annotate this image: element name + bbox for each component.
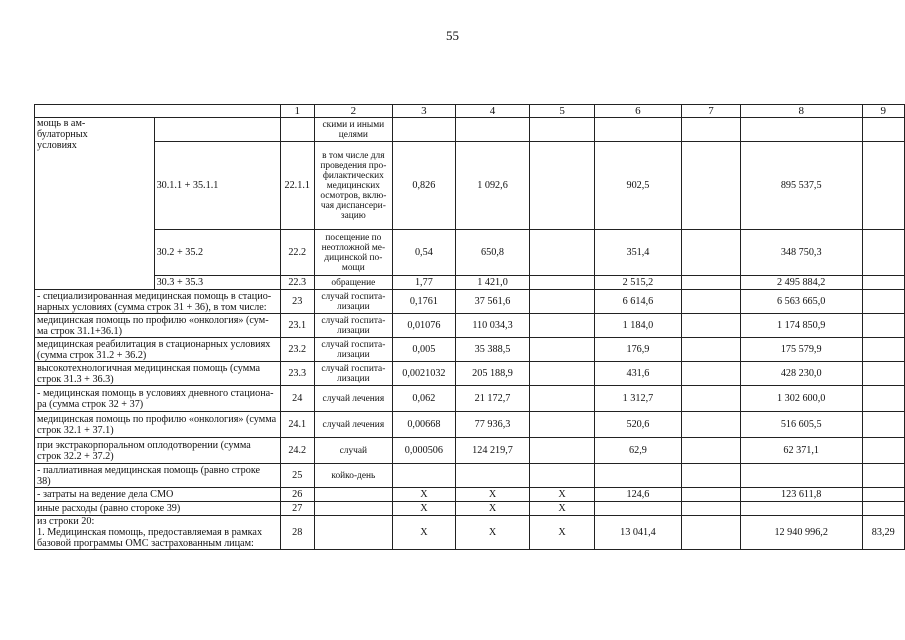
value-cell: 1 174 850,9 [740,314,862,338]
row-name-cell: мощь в ам- булаторных условиях [35,118,155,290]
value-cell [740,118,862,142]
row-name-cell: иные расходы (равно стороке 39) [35,502,281,516]
unit-cell: обращение [314,276,393,290]
formula-cell: 30.3 + 35.3 [154,276,280,290]
value-cell [530,290,594,314]
table-row [35,488,905,502]
formula-cell [154,118,280,142]
table-row [35,362,905,386]
row-code-cell: 23.2 [280,338,314,362]
row-name-cell: - медицинская помощь в условиях дневного стациона- ра (сумма строк 32 + 37) [35,386,281,412]
value-cell: 1 184,0 [594,314,681,338]
value-cell [682,502,741,516]
value-cell: 123 611,8 [740,488,862,502]
header-cell: 8 [740,105,862,118]
value-cell: 175 579,9 [740,338,862,362]
value-cell [862,142,904,230]
row-name-cell: - специализированная медицинская помощь в стацио- нарных условиях (сумма строк 31 + 36), в том числе: [35,290,281,314]
value-cell: 520,6 [594,412,681,438]
value-cell [682,362,741,386]
value-cell [682,314,741,338]
value-cell: 0,1761 [393,290,455,314]
value-cell [682,516,741,550]
value-cell: 0,54 [393,230,455,276]
value-cell: 2 515,2 [594,276,681,290]
table-row [35,338,905,362]
value-cell [530,230,594,276]
value-cell [862,290,904,314]
row-code-cell: 25 [280,464,314,488]
row-code-cell: 23.1 [280,314,314,338]
value-cell [740,464,862,488]
value-cell [862,314,904,338]
value-cell [682,438,741,464]
unit-cell: случай госпита- лизации [314,338,393,362]
value-cell [530,338,594,362]
row-code-cell: 22.1.1 [280,142,314,230]
value-cell: X [530,516,594,550]
value-cell: 110 034,3 [455,314,530,338]
value-cell [682,386,741,412]
value-cell [862,438,904,464]
value-cell [530,314,594,338]
value-cell [862,118,904,142]
header-cell: 6 [594,105,681,118]
value-cell [682,230,741,276]
unit-cell [314,516,393,550]
value-cell: 6 563 665,0 [740,290,862,314]
value-cell [862,386,904,412]
row-name-cell: медицинская помощь по профилю «онкология» (сум- ма строк 31.1+36.1) [35,314,281,338]
table-row [35,230,905,276]
value-cell: 0,826 [393,142,455,230]
table-row [35,516,905,550]
unit-cell: случай госпита- лизации [314,362,393,386]
value-cell: 1 421,0 [455,276,530,290]
unit-cell: койко-день [314,464,393,488]
unit-cell: случай госпита- лизации [314,314,393,338]
header-cell: 7 [682,105,741,118]
value-cell [393,464,455,488]
value-cell [530,362,594,386]
value-cell: X [455,502,530,516]
value-cell: 0,00668 [393,412,455,438]
value-cell: 2 495 884,2 [740,276,862,290]
unit-cell: скими и иными целями [314,118,393,142]
value-cell: X [393,488,455,502]
value-cell [862,276,904,290]
value-cell: 62 371,1 [740,438,862,464]
value-cell: X [455,516,530,550]
row-code-cell: 24 [280,386,314,412]
value-cell [682,276,741,290]
value-cell: 1 312,7 [594,386,681,412]
value-cell: 37 561,6 [455,290,530,314]
value-cell [530,438,594,464]
value-cell: 35 388,5 [455,338,530,362]
value-cell: 902,5 [594,142,681,230]
value-cell: 0,005 [393,338,455,362]
row-code-cell: 28 [280,516,314,550]
value-cell [682,142,741,230]
value-cell: 1,77 [393,276,455,290]
row-name-cell: медицинская помощь по профилю «онкология» (сумма строк 32.1 + 37.1) [35,412,281,438]
value-cell [682,290,741,314]
row-name-cell: из строки 20: 1. Медицинская помощь, предоставляемая в рамках базовой программы ОМС застрахованным лицам: [35,516,281,550]
unit-cell [314,488,393,502]
value-cell: 0,01076 [393,314,455,338]
row-code-cell: 22.2 [280,230,314,276]
formula-cell: 30.2 + 35.2 [154,230,280,276]
value-cell: 895 537,5 [740,142,862,230]
value-cell: 351,4 [594,230,681,276]
row-code-cell: 24.1 [280,412,314,438]
value-cell: 124 219,7 [455,438,530,464]
table-row [35,386,905,412]
value-cell: 650,8 [455,230,530,276]
value-cell [862,502,904,516]
value-cell: 124,6 [594,488,681,502]
unit-cell: в том числе для проведения про- филактических медицинских осмотров, вклю- чая диспансери- зацию [314,142,393,230]
value-cell: X [393,502,455,516]
header-cell: 5 [530,105,594,118]
value-cell: 12 940 996,2 [740,516,862,550]
value-cell: 83,29 [862,516,904,550]
row-code-cell [280,118,314,142]
row-code-cell: 26 [280,488,314,502]
row-code-cell: 24.2 [280,438,314,464]
formula-cell: 30.1.1 + 35.1.1 [154,142,280,230]
value-cell: 0,062 [393,386,455,412]
table-row [35,276,905,290]
unit-cell: случай [314,438,393,464]
page-number: 55 [446,28,459,43]
value-cell [455,118,530,142]
table-row [35,464,905,488]
value-cell: 21 172,7 [455,386,530,412]
value-cell [530,118,594,142]
value-cell [594,118,681,142]
value-cell: 13 041,4 [594,516,681,550]
value-cell [862,412,904,438]
value-cell [530,276,594,290]
header-cell: 3 [393,105,455,118]
row-name-cell: - затраты на ведение дела СМО [35,488,281,502]
value-cell: 0,0021032 [393,362,455,386]
value-cell: 6 614,6 [594,290,681,314]
header-cell [35,105,281,118]
value-cell: 428 230,0 [740,362,862,386]
value-cell [455,464,530,488]
header-cell: 9 [862,105,904,118]
value-cell: 77 936,3 [455,412,530,438]
unit-cell: случай лечения [314,412,393,438]
table-row [35,290,905,314]
row-name-cell: при экстракорпоральном оплодотворении (сумма строк 32.2 + 37.2) [35,438,281,464]
value-cell: X [455,488,530,502]
unit-cell: случай лечения [314,386,393,412]
value-cell [530,412,594,438]
value-cell [594,502,681,516]
value-cell: 62,9 [594,438,681,464]
row-name-cell: высокотехнологичная медицинская помощь (сумма строк 31.3 + 36.3) [35,362,281,386]
data-table [34,104,905,550]
value-cell: 0,000506 [393,438,455,464]
table-row [35,142,905,230]
unit-cell: случай госпита- лизации [314,290,393,314]
row-code-cell: 22.3 [280,276,314,290]
row-code-cell: 23.3 [280,362,314,386]
value-cell [682,118,741,142]
value-cell [594,464,681,488]
value-cell [682,488,741,502]
value-cell: 431,6 [594,362,681,386]
unit-cell: посещение по неотложной ме- дицинской по- мощи [314,230,393,276]
value-cell [862,338,904,362]
value-cell [530,386,594,412]
value-cell [862,464,904,488]
value-cell [862,362,904,386]
table-row [35,502,905,516]
row-code-cell: 27 [280,502,314,516]
table-row [35,118,905,142]
value-cell [393,118,455,142]
value-cell: X [530,488,594,502]
value-cell: 1 302 600,0 [740,386,862,412]
value-cell [740,502,862,516]
header-cell: 1 [280,105,314,118]
value-cell [682,338,741,362]
value-cell [682,412,741,438]
header-row [35,105,905,118]
header-cell: 2 [314,105,393,118]
value-cell: 1 092,6 [455,142,530,230]
row-name-cell: медицинская реабилитация в стационарных условиях (сумма строк 31.2 + 36.2) [35,338,281,362]
value-cell: 348 750,3 [740,230,862,276]
unit-cell [314,502,393,516]
value-cell [862,488,904,502]
value-cell: X [393,516,455,550]
value-cell [530,464,594,488]
table-row [35,314,905,338]
header-cell: 4 [455,105,530,118]
value-cell: 516 605,5 [740,412,862,438]
value-cell [682,464,741,488]
table-row [35,412,905,438]
value-cell [530,142,594,230]
value-cell: X [530,502,594,516]
row-code-cell: 23 [280,290,314,314]
table-row [35,438,905,464]
value-cell: 205 188,9 [455,362,530,386]
value-cell [862,230,904,276]
row-name-cell: - паллиативная медицинская помощь (равно строке 38) [35,464,281,488]
value-cell: 176,9 [594,338,681,362]
